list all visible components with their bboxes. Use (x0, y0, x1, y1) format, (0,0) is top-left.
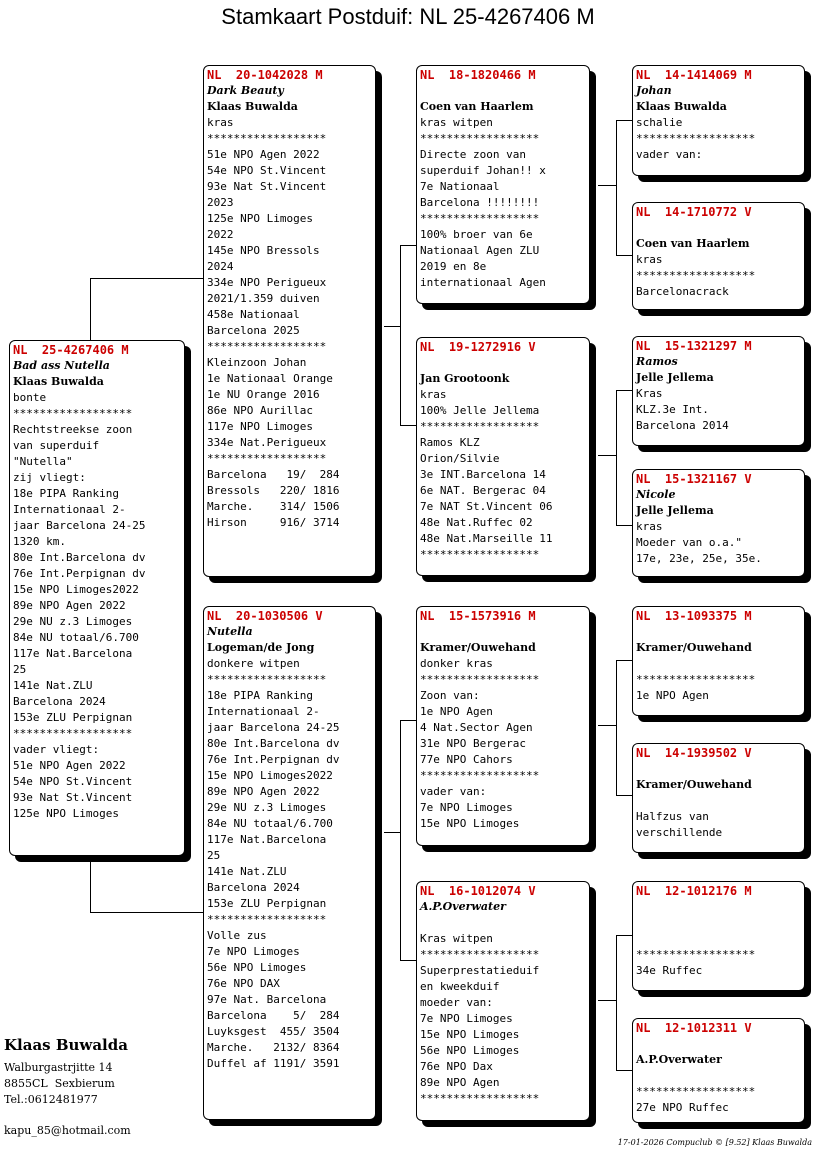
pigeon-name: Nicole (636, 488, 676, 501)
pedigree-line: Barcelona 19/ 284 (207, 468, 340, 481)
pedigree-line: Barcelona 2024 (207, 881, 300, 894)
pedigree-line: vader van: (420, 785, 487, 798)
pedigree-card-mother (203, 606, 376, 1120)
pedigree-card-subject (9, 340, 185, 856)
pedigree-line: 7e NAT St.Vincent 06 (420, 500, 553, 513)
pedigree-line: Barcelonacrack (636, 285, 729, 298)
connector-line (90, 278, 91, 340)
pedigree-line: ****************** (13, 727, 133, 740)
pedigree-line: 29e NU z.3 Limoges (13, 615, 133, 628)
pedigree-line: donkere witpen (207, 657, 300, 670)
pedigree-line: 153e ZLU Perpignan (207, 897, 327, 910)
pedigree-line: 29e NU z.3 Limoges (207, 801, 327, 814)
pedigree-line: Halfzus van (636, 810, 709, 823)
pedigree-line: Barcelona 5/ 284 (207, 1009, 340, 1022)
pedigree-line: kras witpen (420, 116, 493, 129)
connector-line (90, 856, 91, 912)
pedigree-line: 15e NPO Limoges (420, 1028, 520, 1041)
owner-phone: Tel.:0612481977 (4, 1093, 98, 1106)
pedigree-line: 84e NU totaal/6.700 (13, 631, 139, 644)
connector-line (616, 120, 633, 121)
pedigree-line: kras (420, 388, 447, 401)
pedigree-line: ****************** (420, 948, 540, 961)
pedigree-line: vader vliegt: (13, 743, 100, 756)
pedigree-line: zij vliegt: (13, 471, 86, 484)
ring-number: NL 20-1042028 M (207, 68, 323, 82)
ring-number: NL 12-1012176 M (636, 884, 752, 898)
breeder-name: A.P.Overwater (636, 1053, 722, 1066)
pedigree-line: 2022 (207, 228, 234, 241)
footer-credit: 17-01-2026 Compuclub © [9.52] Klaas Buwalda (617, 1138, 812, 1147)
pedigree-line: 7e NPO Limoges (420, 801, 513, 814)
ring-number: NL 15-1321297 M (636, 339, 752, 353)
pigeon-name (420, 355, 586, 371)
pedigree-line: superduif Johan!! x (420, 164, 546, 177)
pedigree-card-mmm (632, 1018, 805, 1123)
pedigree-line: 100% broer van 6e (420, 228, 533, 241)
breeder-name: Logeman/de Jong (207, 641, 315, 654)
pedigree-card-father (203, 65, 376, 577)
pigeon-name (636, 899, 801, 915)
pedigree-line: 3e INT.Barcelona 14 (420, 468, 546, 481)
pedigree-line: 51e NPO Agen 2022 (207, 148, 320, 161)
pedigree-line: 27e NPO Ruffec (636, 1101, 729, 1114)
pedigree-line: Luyksgest 455/ 3504 (207, 1025, 340, 1038)
pedigree-line: 1320 km. (13, 535, 66, 548)
pedigree-line: 34e Ruffec (636, 964, 703, 977)
ring-number: NL 15-1321167 V (636, 472, 752, 486)
pedigree-line: Volle zus (207, 929, 267, 942)
pedigree-line: 89e NPO Agen (420, 1076, 500, 1089)
pedigree-line: 15e NPO Limoges2022 (207, 769, 333, 782)
pedigree-line: 1e Nationaal Orange (207, 372, 333, 385)
ring-number: NL 19-1272916 V (420, 340, 536, 354)
ring-number: NL 14-1939502 V (636, 746, 752, 760)
pedigree-line: 117e Nat.Barcelona (13, 647, 133, 660)
pedigree-card-mf (416, 606, 590, 846)
pedigree-line: 7e Nationaal (420, 180, 500, 193)
pedigree-line: internationaal Agen (420, 276, 546, 289)
pedigree-line: 93e Nat St.Vincent (13, 791, 133, 804)
connector-line (616, 935, 633, 936)
connector-line (400, 245, 417, 246)
pedigree-line: Orion/Silvie (420, 452, 500, 465)
pedigree-line: ****************** (636, 1085, 756, 1098)
breeder-name: Klaas Buwalda (13, 375, 104, 388)
pedigree-line: 334e NPO Perigueux (207, 276, 327, 289)
pedigree-line: 141e Nat.ZLU (207, 865, 287, 878)
pedigree-line: ****************** (636, 269, 756, 282)
breeder-name: Klaas Buwalda (636, 100, 727, 113)
owner-name: Klaas Buwalda (4, 1036, 128, 1054)
pedigree-line: 89e NPO Agen 2022 (13, 599, 126, 612)
pedigree-line (636, 931, 801, 947)
connector-line (598, 185, 616, 186)
pedigree-line: 48e Nat.Ruffec 02 (420, 516, 533, 529)
pigeon-name (636, 624, 801, 640)
connector-line (616, 525, 633, 526)
pedigree-line: 125e NPO Limoges (207, 212, 313, 225)
breeder-name (420, 915, 586, 931)
pedigree-line: ****************** (420, 769, 540, 782)
pedigree-card-ff (416, 65, 590, 304)
pedigree-line: 117e Nat.Barcelona (207, 833, 327, 846)
pedigree-line: 76e Int.Perpignan dv (13, 567, 146, 580)
pigeon-name: Nutella (207, 625, 253, 638)
pedigree-line: 1e NPO Agen (636, 689, 709, 702)
pigeon-name (636, 1036, 801, 1052)
pedigree-line: 141e Nat.ZLU (13, 679, 93, 692)
pedigree-line: Kleinzoon Johan (207, 356, 307, 369)
connector-line (616, 390, 633, 391)
connector-line (384, 832, 400, 833)
breeder-name: Klaas Buwalda (207, 100, 298, 113)
pedigree-card-fff (632, 65, 805, 176)
connector-line (598, 1000, 616, 1001)
pedigree-line: ****************** (207, 452, 327, 465)
pigeon-name (420, 624, 586, 640)
ring-number: NL 13-1093375 M (636, 609, 752, 623)
connector-line (384, 326, 400, 327)
pedigree-line: ****************** (420, 212, 540, 225)
pedigree-line: Superprestatieduif (420, 964, 540, 977)
pedigree-line: 1e NU Orange 2016 (207, 388, 320, 401)
pedigree-line: vader van: (636, 148, 703, 161)
pedigree-line: Duffel af 1191/ 3591 (207, 1057, 340, 1070)
pedigree-line: Hirson 916/ 3714 (207, 516, 340, 529)
pedigree-line: 18e PIPA Ranking (13, 487, 119, 500)
breeder-name: Jan Grootoonk (420, 372, 510, 385)
pedigree-line: 145e NPO Bressols (207, 244, 320, 257)
pigeon-name: Bad ass Nutella (13, 359, 110, 372)
breeder-name: Kramer/Ouwehand (420, 641, 536, 654)
pedigree-line: 458e Nationaal (207, 308, 300, 321)
pedigree-line: kras (636, 520, 663, 533)
pedigree-line: 31e NPO Bergerac (420, 737, 526, 750)
pedigree-line: KLZ.3e Int. (636, 403, 709, 416)
connector-line (616, 255, 633, 256)
pedigree-line: 48e Nat.Marseille 11 (420, 532, 553, 545)
pedigree-line: Kras witpen (420, 932, 493, 945)
connector-line (598, 725, 616, 726)
owner-address: Walburgastrjitte 14 (4, 1061, 113, 1074)
pedigree-line (636, 793, 801, 809)
connector-line (616, 660, 617, 795)
pigeon-name: Dark Beauty (207, 84, 284, 97)
pedigree-line: Zoon van: (420, 689, 480, 702)
pedigree-card-ffm (632, 202, 805, 310)
owner-email[interactable]: kapu_85@hotmail.com (4, 1124, 131, 1137)
pedigree-line: Internationaal 2- (207, 705, 320, 718)
pedigree-line: 76e NPO Dax (420, 1060, 493, 1073)
pedigree-card-fmm (632, 469, 805, 577)
connector-line (400, 720, 417, 721)
pedigree-line: 2024 (207, 260, 234, 273)
page-title: Stamkaart Postduif: NL 25-4267406 M (221, 4, 595, 29)
connector-line (598, 455, 616, 456)
ring-number: NL 12-1012311 V (636, 1021, 752, 1035)
pedigree-line: 100% Jelle Jellema (420, 404, 540, 417)
pedigree-line: 17e, 23e, 25e, 35e. (636, 552, 762, 565)
pedigree-line: moeder van: (420, 996, 493, 1009)
pedigree-line: ****************** (636, 673, 756, 686)
pedigree-line: 25 (13, 663, 27, 676)
pedigree-line: Ramos KLZ (420, 436, 480, 449)
ring-number: NL 15-1573916 M (420, 609, 536, 623)
pedigree-line: 54e NPO St.Vincent (13, 775, 133, 788)
pigeon-name: A.P.Overwater (420, 900, 506, 913)
pedigree-line: 84e NU totaal/6.700 (207, 817, 333, 830)
pedigree-line: 153e ZLU Perpignan (13, 711, 133, 724)
pedigree-line: ****************** (420, 1092, 540, 1105)
pedigree-line: Barcelona 2014 (636, 419, 729, 432)
pedigree-line: 6e NAT. Bergerac 04 (420, 484, 546, 497)
ring-number: NL 14-1414069 M (636, 68, 752, 82)
pedigree-line: 15e NPO Limoges2022 (13, 583, 139, 596)
pedigree-line: 80e Int.Barcelona dv (207, 737, 340, 750)
pedigree-card-fm (416, 337, 590, 576)
pedigree-card-mmf (632, 881, 805, 991)
connector-line (616, 1070, 633, 1071)
ring-number: NL 25-4267406 M (13, 343, 129, 357)
pedigree-line: ****************** (420, 548, 540, 561)
pedigree-line: 2023 (207, 196, 234, 209)
pedigree-line: 56e NPO Limoges (207, 961, 307, 974)
ring-number: NL 18-1820466 M (420, 68, 536, 82)
breeder-name: Coen van Haarlem (636, 237, 750, 250)
pedigree-line: bonte (13, 391, 47, 404)
ring-number: NL 14-1710772 V (636, 205, 752, 219)
pedigree-line: 93e Nat St.Vincent (207, 180, 327, 193)
pedigree-line: kras (207, 116, 234, 129)
owner-info (4, 1036, 131, 1137)
pedigree-line: verschillende (636, 826, 723, 839)
pedigree-line: 2019 en 8e (420, 260, 487, 273)
connector-line (400, 960, 417, 961)
pedigree-line: en kweekduif (420, 980, 500, 993)
pedigree-card-mm (416, 881, 590, 1121)
pedigree-card-mfm (632, 743, 805, 853)
pedigree-line: Barcelona 2024 (13, 695, 106, 708)
pedigree-line: 7e NPO Limoges (420, 1012, 513, 1025)
pedigree-line (636, 1068, 801, 1084)
pedigree-line: 334e Nat.Perigueux (207, 436, 327, 449)
breeder-name: Jelle Jellema (636, 504, 714, 517)
breeder-name: Jelle Jellema (636, 371, 714, 384)
pedigree-line: Marche. 2132/ 8364 (207, 1041, 340, 1054)
pedigree-line: "Nutella" (13, 455, 73, 468)
pedigree-line: ****************** (420, 673, 540, 686)
pedigree-line: 86e NPO Aurillac (207, 404, 313, 417)
pedigree-line: 51e NPO Agen 2022 (13, 759, 126, 772)
pedigree-line: Barcelona !!!!!!!! (420, 196, 540, 209)
pigeon-name (636, 220, 801, 236)
connector-line (90, 912, 204, 913)
pedigree-line: ****************** (420, 132, 540, 145)
pedigree-line: Barcelona 2025 (207, 324, 300, 337)
connector-line (616, 795, 633, 796)
pedigree-line: 77e NPO Cahors (420, 753, 513, 766)
pedigree-line: Kras (636, 387, 663, 400)
pigeon-name: Ramos (636, 355, 678, 368)
pedigree-card-mff (632, 606, 805, 716)
pedigree-line: ****************** (420, 420, 540, 433)
owner-city: 8855CL Sexbierum (4, 1077, 115, 1090)
pedigree-line: Bressols 220/ 1816 (207, 484, 340, 497)
pedigree-line: jaar Barcelona 24-25 (207, 721, 340, 734)
pedigree-line: 125e NPO Limoges (13, 807, 119, 820)
pedigree-line: 25 (207, 849, 221, 862)
pigeon-name (420, 83, 586, 99)
pedigree-line: Moeder van o.a." (636, 536, 742, 549)
pedigree-line: ****************** (207, 132, 327, 145)
breeder-name: Kramer/Ouwehand (636, 778, 752, 791)
pedigree-line: 97e Nat. Barcelona (207, 993, 327, 1006)
connector-line (400, 720, 401, 960)
pedigree-line: donker kras (420, 657, 493, 670)
pedigree-line: 1e NPO Agen (420, 705, 493, 718)
pedigree-line: Marche. 314/ 1506 (207, 500, 340, 513)
pedigree-line: 54e NPO St.Vincent (207, 164, 327, 177)
pedigree-line: 4 Nat.Sector Agen (420, 721, 533, 734)
pedigree-line: Internationaal 2- (13, 503, 126, 516)
connector-line (616, 120, 617, 255)
pedigree-line: 76e NPO DAX (207, 977, 280, 990)
breeder-name: Coen van Haarlem (420, 100, 534, 113)
connector-line (616, 390, 617, 525)
pedigree-line: ****************** (636, 948, 756, 961)
pedigree-line: 7e NPO Limoges (207, 945, 300, 958)
pigeon-name (636, 761, 801, 777)
pedigree-line: ****************** (207, 673, 327, 686)
pedigree-line: Rechtstreekse zoon (13, 423, 133, 436)
pedigree-card-fmf (632, 336, 805, 446)
connector-line (616, 935, 617, 1070)
breeder-name (636, 915, 801, 931)
pedigree-line: 18e PIPA Ranking (207, 689, 313, 702)
pedigree-line: 117e NPO Limoges (207, 420, 313, 433)
ring-number: NL 20-1030506 V (207, 609, 323, 623)
pedigree-line: ****************** (13, 407, 133, 420)
pedigree-line: ****************** (207, 913, 327, 926)
connector-line (90, 278, 204, 279)
pedigree-line: Nationaal Agen ZLU (420, 244, 540, 257)
pedigree-line: ****************** (207, 340, 327, 353)
pedigree-line: ****************** (636, 132, 756, 145)
pedigree-line: van superduif (13, 439, 100, 452)
pedigree-line: jaar Barcelona 24-25 (13, 519, 146, 532)
breeder-name: Kramer/Ouwehand (636, 641, 752, 654)
pedigree-line: 76e Int.Perpignan dv (207, 753, 340, 766)
pedigree-line: 2021/1.359 duiven (207, 292, 320, 305)
connector-line (400, 425, 417, 426)
pigeon-name: Johan (636, 84, 672, 97)
pedigree-line (636, 656, 801, 672)
connector-line (400, 245, 401, 425)
pedigree-line: 89e NPO Agen 2022 (207, 785, 320, 798)
pedigree-line: 80e Int.Barcelona dv (13, 551, 146, 564)
pedigree-line: 56e NPO Limoges (420, 1044, 520, 1057)
ring-number: NL 16-1012074 V (420, 884, 536, 898)
connector-line (616, 660, 633, 661)
pedigree-line: schalie (636, 116, 683, 129)
pedigree-line: kras (636, 253, 663, 266)
pedigree-line: 15e NPO Limoges (420, 817, 520, 830)
pedigree-line: Directe zoon van (420, 148, 526, 161)
